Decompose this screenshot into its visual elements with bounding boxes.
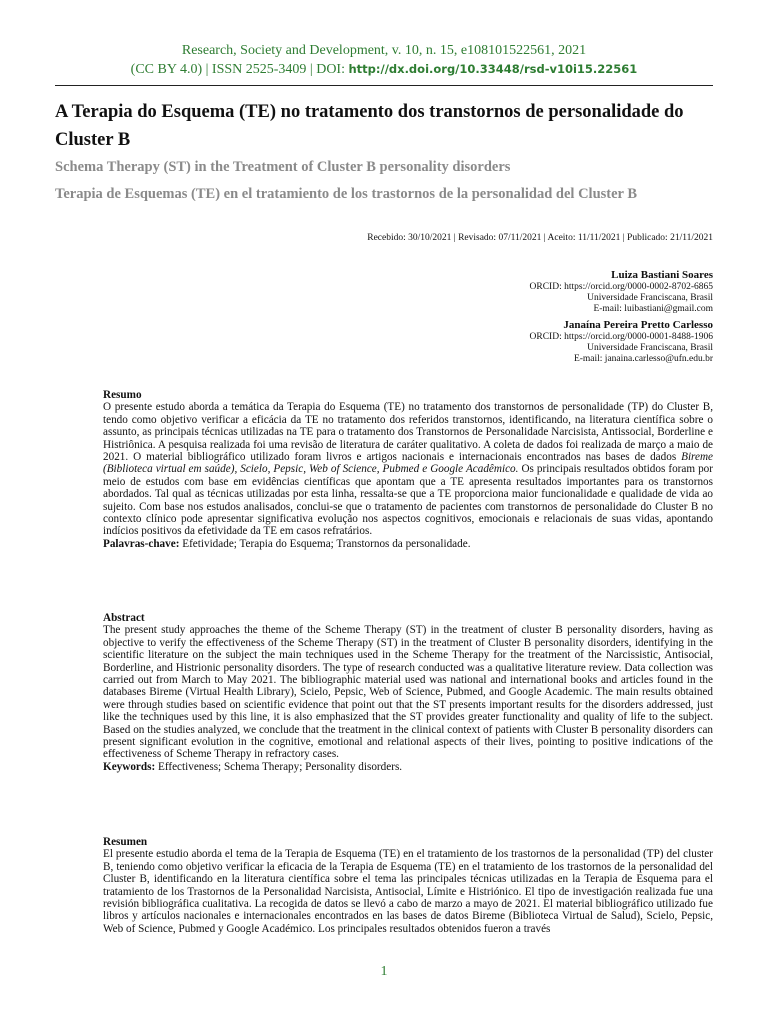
page-number: 1 (380, 964, 388, 979)
resumen-heading: Resumen (103, 836, 148, 848)
resumo-heading: Resumo (103, 389, 142, 401)
author-affiliation: Universidade Franciscana, Brasil (587, 293, 713, 303)
author-name: Janaína Pereira Pretto Carlesso (563, 319, 713, 331)
keywords-label: Palavras-chave: (103, 537, 180, 550)
resumen-body: El presente estudio aborda el tema de la Terapia de Esquema (TE) en el tratamiento de los trastornos de la personalidad (TP) del cluster B, teniendo como objetivo verificar la eficacia de la Terapia de Esquema (TE) en el tratamiento de los trastornos de la personalidad del Cluster B, identificando en la literatura científica sobre el tema las principales técnicas utilizadas en la Terapia de Esquema para el tratamiento de los Trastornos de la Personalidad Narcisista, Antisocial, Límite e Histriónico. El tipo de investigación realizada fue una revisión bibliográfica cualitativa. La recogida de datos se llevó a cabo de marzo a mayo de 2021. El material bibliográfico utilizado fue libros y artículos nacionales e internacionales encontrados en las bases de datos Bireme (Biblioteca Virtual de Salud), Scielo, Pepsic, Web of Science, Pubmed y Google Académico. Los principales resultados obtenidos fueron a través (103, 848, 713, 935)
article-title: A Terapia do Esquema (TE) no tratamento dos transtornos de personalidade do Cluster B (55, 102, 684, 150)
abstract-heading: Abstract (103, 612, 145, 624)
journal-citation: Research, Society and Development, v. 10, n. 15, e108101522561, 2021 (181, 43, 587, 58)
article-title-spanish: Terapia de Esquemas (TE) en el tratamiento de los trastornos de la personalidad del Cluster B (55, 186, 638, 202)
resumo-body (103, 401, 713, 537)
abstract-body: The present study approaches the theme of the Scheme Therapy (ST) in the treatment of cluster B personality disorders, having as objective to verify the effectiveness of the Scheme Therapy (ST) in the treatment of Cluster B personality disorders, identifying in the scientific literature on the subject the main techniques used in the Scheme Therapy for the treatment of the Narcissistic, Antisocial, Borderline, and Histrionic personality disorders. The type of research conducted was a qualitative literature review. Data collection was carried out from March to May 2021. The bibliographic material used was national and international books and articles found in the databases Bireme (Virtual Health Library), Scielo, Pepsic, Web of Science, Pubmed, and Google Academic. The main results obtained were through studies based on scientific evidence that point out that the ST presents important results for the disorders addressed, just like the techniques used by this line, it is also emphasized that the ST provides greater functionality and quality of life to the subject. Based on the studies analyzed, we conclude that the treatment in the clinical context of patients with Cluster B personality disorders can present significant evolution in the cognitive, emotional and relational aspects of their lives, pointing to positive indications of the effectiveness of Scheme Therapy in refractory cases. (103, 624, 713, 761)
resumen-section (103, 836, 713, 935)
license-issn-text: (CC BY 4.0) | ISSN 2525-3409 | DOI: (130, 62, 349, 77)
resumo-databases-italic: Bireme (Biblioteca virtual em saúde), Scielo, Pepsic, Web of Science, Pubmed e Google Acadêmico. (103, 451, 713, 476)
resumo-body-text: O presente estudo aborda a temática da Terapia do Esquema (TE) no tratamento dos transtornos de personalidade (TP) do Cluster B, tendo como objetivo verificar a eficácia da TE no tratamento dos referidos transtornos, identificando, na literatura científica sobre o assunto, as principais técnicas utilizadas na TE para o tratamento dos Transtornos de Personalidade Narcisista, Antissocial, Borderline e Histriônica. A pesquisa realizada foi uma revisão de literatura de caráter qualitativo. A coleta de dados foi realizada de março a maio de 2021. O material bibliográfico utilizado foram livros e artigos nacionais e internacionais encontrados nas bases de dados (103, 401, 713, 464)
abstract-keywords (103, 761, 713, 773)
resumo-section (103, 389, 713, 550)
author-block (530, 268, 713, 315)
submission-dates: Recebido: 30/10/2021 | Revisado: 07/11/2021 | Aceito: 11/11/2021 | Publicado: 21/11/2021 (367, 233, 713, 243)
author-affiliation: Universidade Franciscana, Brasil (587, 343, 713, 353)
header-divider (55, 85, 713, 86)
keywords-label: Keywords: (103, 760, 156, 773)
author-email[interactable]: E-mail: janaina.carlesso@ufn.edu.br (573, 354, 713, 364)
author-orcid[interactable]: ORCID: https://orcid.org/0000-0002-8702-6865 (529, 282, 713, 292)
abstract-section (103, 612, 713, 773)
journal-license-issn-doi (0, 60, 768, 79)
resumo-keywords (103, 538, 713, 550)
doi-link[interactable]: http://dx.doi.org/10.33448/rsd-v10i15.22561 (348, 62, 638, 76)
resumo-body-text-continued: Os principais resultados obtidos foram por meio de estudos com base em evidências científicas que apontam que a TE apresenta resultados importantes para os transtornos abordados. Tal qual as técnicas utilizadas por esta linha, ressalta-se que a TE proporciona maior funcionalidade e qualidade de vida ao sujeito. Com base nos estudos analisados, conclui-se que o tratamento de pacientes com transtornos de personalidade do Cluster B no contexto clínico pode apresentar significativa evolução nos aspectos cognitivos, emocionais e relacionais de suas vidas, apontando indícios positivos da efetividade da TE em casos refratários. (103, 463, 713, 538)
author-orcid[interactable]: ORCID: https://orcid.org/0000-0001-8488-1906 (529, 332, 713, 342)
article-title-english: Schema Therapy (ST) in the Treatment of Cluster B personality disorders (55, 159, 511, 175)
author-name: Luiza Bastiani Soares (611, 269, 713, 281)
author-email[interactable]: E-mail: luibastiani@gmail.com (593, 304, 713, 314)
keywords-list: Efetividade; Terapia do Esquema; Transtornos da personalidade. (179, 537, 471, 550)
author-block (530, 318, 713, 365)
keywords-list: Effectiveness; Schema Therapy; Personality disorders. (155, 760, 403, 773)
